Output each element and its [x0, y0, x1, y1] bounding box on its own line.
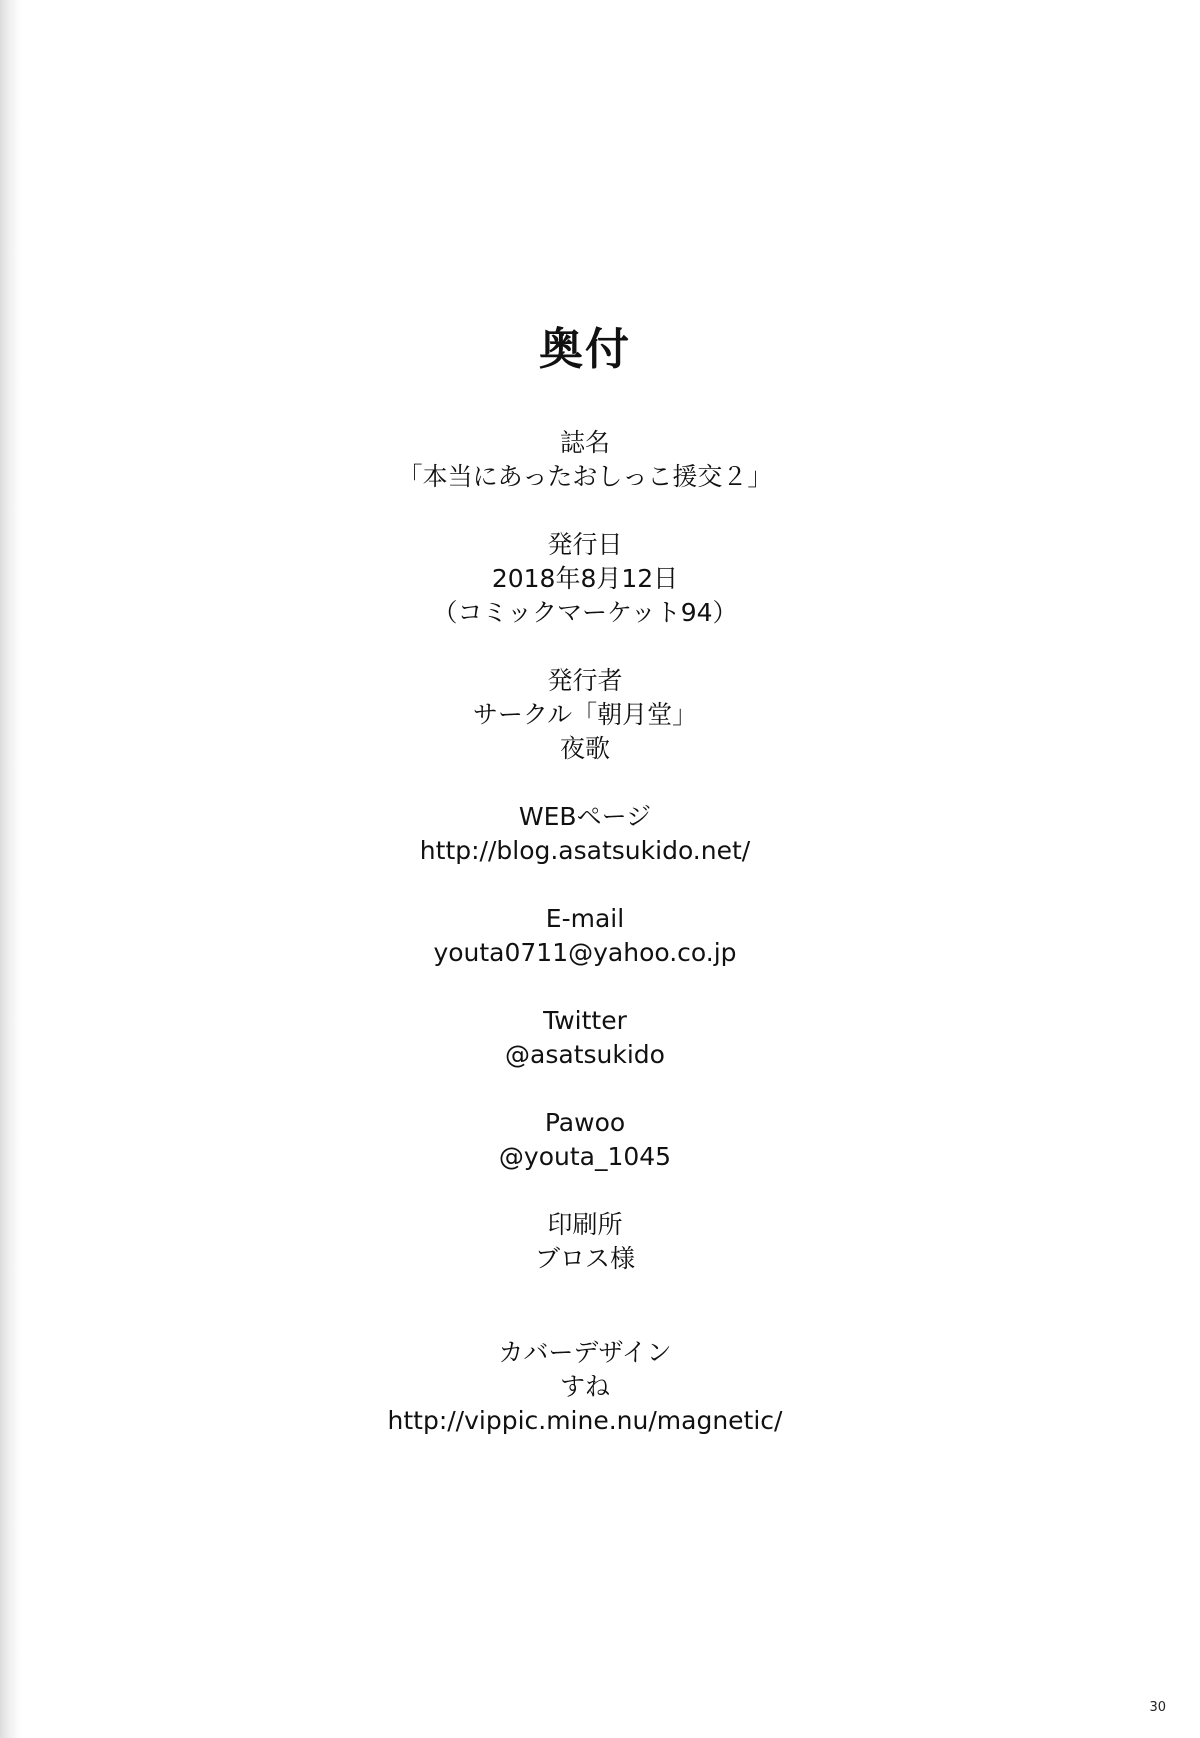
- section-release-date: [0, 528, 1170, 630]
- colophon: [0, 320, 1170, 1472]
- web-label: WEBページ: [518, 802, 652, 831]
- page-number: 30: [1149, 1700, 1166, 1715]
- section-magazine-name: [0, 426, 1170, 494]
- twitter-label: Twitter: [543, 1006, 627, 1035]
- publisher-circle: サークル「朝月堂」: [472, 700, 698, 729]
- release-label: 発行日: [547, 530, 623, 559]
- web-url: http://blog.asatsukido.net/: [419, 836, 751, 865]
- email-address: youta0711@yahoo.co.jp: [433, 938, 737, 967]
- publisher-name: 夜歌: [559, 734, 610, 763]
- section-publisher: [0, 664, 1170, 766]
- pawoo-handle: @youta_1045: [498, 1142, 672, 1171]
- section-cover-design: [0, 1336, 1170, 1438]
- publisher-label: 発行者: [547, 666, 623, 695]
- cover-designer: すね: [559, 1372, 610, 1401]
- magazine-title: 「本当にあったおしっこ援交２」: [397, 462, 773, 491]
- cover-url: http://vippic.mine.nu/magnetic/: [387, 1406, 783, 1435]
- twitter-handle: @asatsukido: [505, 1040, 665, 1069]
- printer-name: ブロス様: [534, 1244, 635, 1273]
- magazine-label: 誌名: [559, 428, 610, 457]
- section-printer: [0, 1208, 1170, 1276]
- pawoo-label: Pawoo: [544, 1108, 626, 1137]
- section-email: [0, 902, 1170, 970]
- release-event: （コミックマーケット94）: [432, 598, 738, 627]
- page-title: 奥付: [539, 324, 631, 375]
- printer-label: 印刷所: [547, 1210, 623, 1239]
- release-date: 2018年8月12日: [491, 564, 679, 593]
- section-web-page: [0, 800, 1170, 868]
- section-pawoo: [0, 1106, 1170, 1174]
- section-twitter: [0, 1004, 1170, 1072]
- email-label: E-mail: [545, 904, 625, 933]
- cover-label: カバーデザイン: [498, 1338, 672, 1367]
